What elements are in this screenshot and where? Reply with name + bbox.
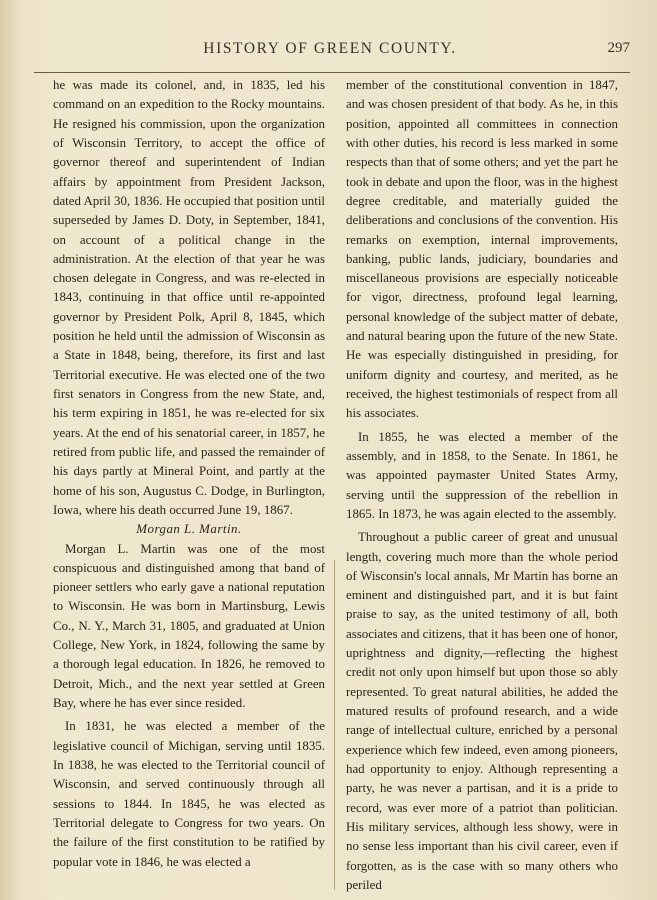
section-heading-morgan-martin: Morgan L. Martin. bbox=[136, 522, 242, 537]
paragraph-martin-legislative: In 1831, he was elected a member of the legislative council of Michigan, serving until 1835. In 1838, he was elected to the Territorial council of Wisconsin, and served continuously through all sessions to 1844. In 1845, he was elected as Territorial delegate to Congress for two years. On the failure of the first constitution to be ratified by popular vote in 1846, he was elected a bbox=[53, 719, 325, 869]
paragraph-dodge-career: he was made its colonel, and, in 1835, led his command on an expedition to the Rocky mountains. He resigned his commission, upon the organization of Wisconsin Territory, to accept the office of governor thereof and superintendent of Indian affairs by appointment from President Jackson, dated April 30, 1836. He occupied that position until superseded by James D. Doty, in September, 1841, on account of a political change in the administration. At the election of that year he was chosen delegate in Congress, and was re-elected in 1843, continuing in that office until re-appointed governor by President Polk, April 8, 1845, which position he held until the admission of Wisconsin as a State in 1848, being, therefore, its first and last Territorial executive. He was elected one of the two first senators in Congress from the new State, and, his term expiring in 1851, he was re-elected for six years. At the end of his senatorial career, in 1857, he retired from public life, and passed the remainder of his days partly at Mineral Point, and partly at the home of his son, Augustus C. Dodge, in Burlington, Iowa, where his death occurred June 19, 1867. bbox=[53, 78, 325, 517]
paragraph-convention: member of the constitutional convention in 1847, and was chosen president of that body. As he, in this position, appointed all committees in connection with other duties, his record is less marked in some respects than that of some others; and yet the part he took in debate and upon the floor, was in the highest degree creditable, and materially guided the deliberations and conclusions of the convention. His remarks on exemption, internal improvements, banking, public lands, judiciary, boundaries and miscellaneous provisions are especially noticeable for vigor, directness, profound legal learning, personal knowledge of the subject matter of debate, and natural bearing upon the future of the new State. He was especially distinguished in presiding, for uniform dignity and courtesy, and merited, as he received, the highest testimonials of respect from all his associates. bbox=[346, 78, 618, 421]
column-divider bbox=[334, 560, 335, 890]
running-title: HISTORY OF GREEN COUNTY. bbox=[203, 40, 457, 57]
right-column bbox=[346, 76, 618, 895]
page-number: 297 bbox=[607, 40, 630, 56]
left-column bbox=[53, 76, 325, 872]
page-header bbox=[30, 40, 630, 62]
header-rule bbox=[34, 72, 630, 73]
paragraph-assembly-senate: In 1855, he was elected a member of the assembly, and in 1858, to the Senate. In 1861, he was appointed paymaster United States Army, serving until the suppression of the rebellion in 1865. In 1873, he was again elected to the assembly. bbox=[346, 429, 618, 521]
paragraph-public-career: Throughout a public career of great and unusual length, covering much more than the whole period of Wisconsin's local annals, Mr Martin has borne an eminent and distinguished part, and it is but faint praise to say, as the united testimony of all, both associates and citizens, that it has been one of honor, uprightness and dignity,—reflecting the highest credit not only upon himself but upon those so ably represented. To great natural abilities, he added the matured results of profound research, and a wide range of intellectual culture, enriched by a personal experience which few indeed, even among pioneers, had opportunity to enjoy. Although representing a party, he was never a partisan, and it is a pride to record, was ever more of a patriot than politician. His military services, although less showy, were in no sense less important than his civil career, even if forgotten, as is the case with so many others who periled bbox=[346, 530, 618, 892]
paragraph-martin-biography: Morgan L. Martin was one of the most conspicuous and distinguished among that band of pioneer settlers who early gave a national reputation to Wisconsin. He was born in Martinsburg, Lewis Co., N. Y., March 31, 1805, and graduated at Union College, New York, in 1824, following the same by a thorough legal education. In 1826, he removed to Detroit, Mich., and the next year settled at Green Bay, where he has ever since resided. bbox=[53, 541, 325, 710]
